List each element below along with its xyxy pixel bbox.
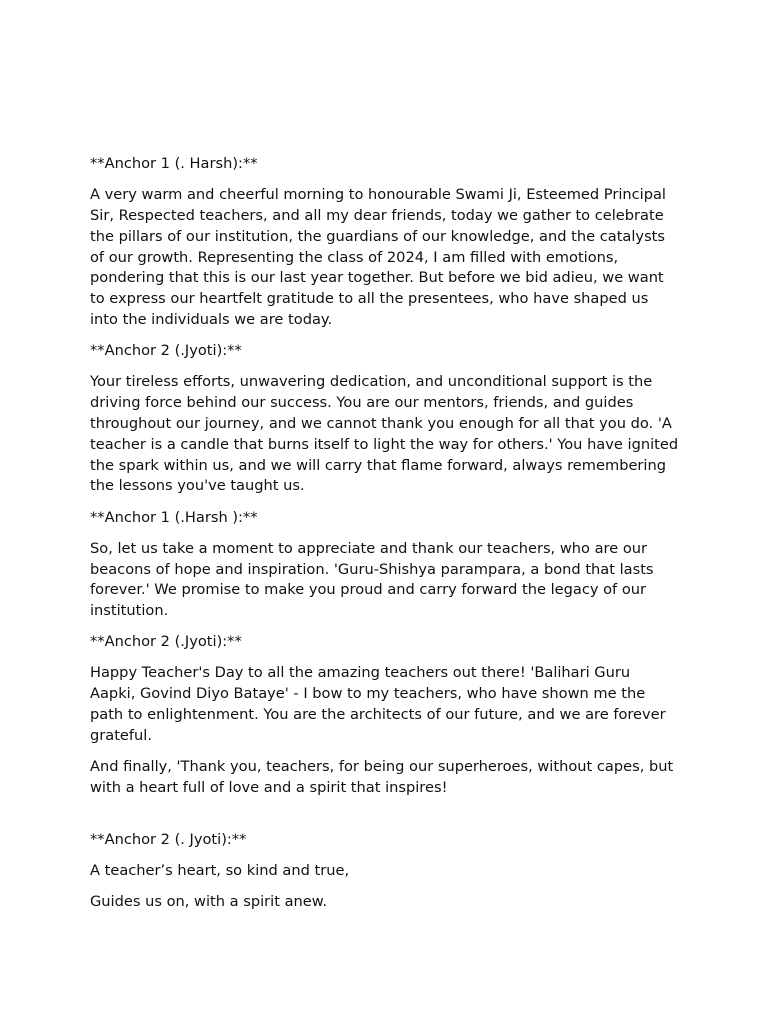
speech-paragraph-welcome: A very warm and cheerful morning to honourable Swami Ji, Esteemed Principal Sir, Respected teachers, and all my dear friends, today we gather to celebrate the pillars of our institution, the guardians of our knowledge, and the catalysts of our growth. Representing the class of 2024, I am filled with emotions, pondering that this is our last year together. But before we bid adieu, we want to express our heartfelt gratitude to all the presentees, who have shaped us into the individuals we are today. <box>90 186 666 328</box>
speaker-label-anchor-1-harsh: **Anchor 1 (. Harsh):** <box>90 155 258 172</box>
speech-paragraph-teachers-day: Happy Teacher's Day to all the amazing teachers out there! 'Balihari Guru Aapki, Govind Diyo Bataye' - I bow to my teachers, who have shown me the path to enlightenment. You are the architects of our future, and we are forever grateful. <box>90 664 666 744</box>
speech-paragraph-gratitude: Your tireless efforts, unwavering dedication, and unconditional support is the driving force behind our success. You are our mentors, friends, and guides throughout our journey, and we cannot thank you enough for all that you do. 'A teacher is a candle that burns itself to light the way for others.' You have ignited the spark within us, and we will carry that flame forward, always remembering the lessons you've taught us. <box>90 373 679 495</box>
speaker-label-anchor-1-harsh-2: **Anchor 1 (.Harsh ):** <box>90 508 258 526</box>
poem-line-2: Guides us on, with a spirit anew. <box>90 893 327 911</box>
speaker-label-anchor-2-jyoti-2: **Anchor 2 (.Jyoti):** <box>90 633 242 651</box>
speech-paragraph-finally: And finally, 'Thank you, teachers, for being our superheroes, without capes, but with a heart full of love and a spirit that inspires! <box>90 758 674 796</box>
poem-line-1: A teacher’s heart, so kind and true, <box>90 862 350 880</box>
blank-line <box>90 809 680 830</box>
speech-paragraph-appreciation: So, let us take a moment to appreciate and thank our teachers, who are our beacons of hope and inspiration. 'Guru-Shishya parampara, a bond that lasts forever.' We promise to make you proud and carry forward the legacy of our institution. <box>90 539 654 620</box>
speaker-label-anchor-2-jyoti: **Anchor 2 (.Jyoti):** <box>90 342 242 360</box>
speaker-label-anchor-2-jyoti-3: **Anchor 2 (. Jyoti):** <box>90 830 247 848</box>
